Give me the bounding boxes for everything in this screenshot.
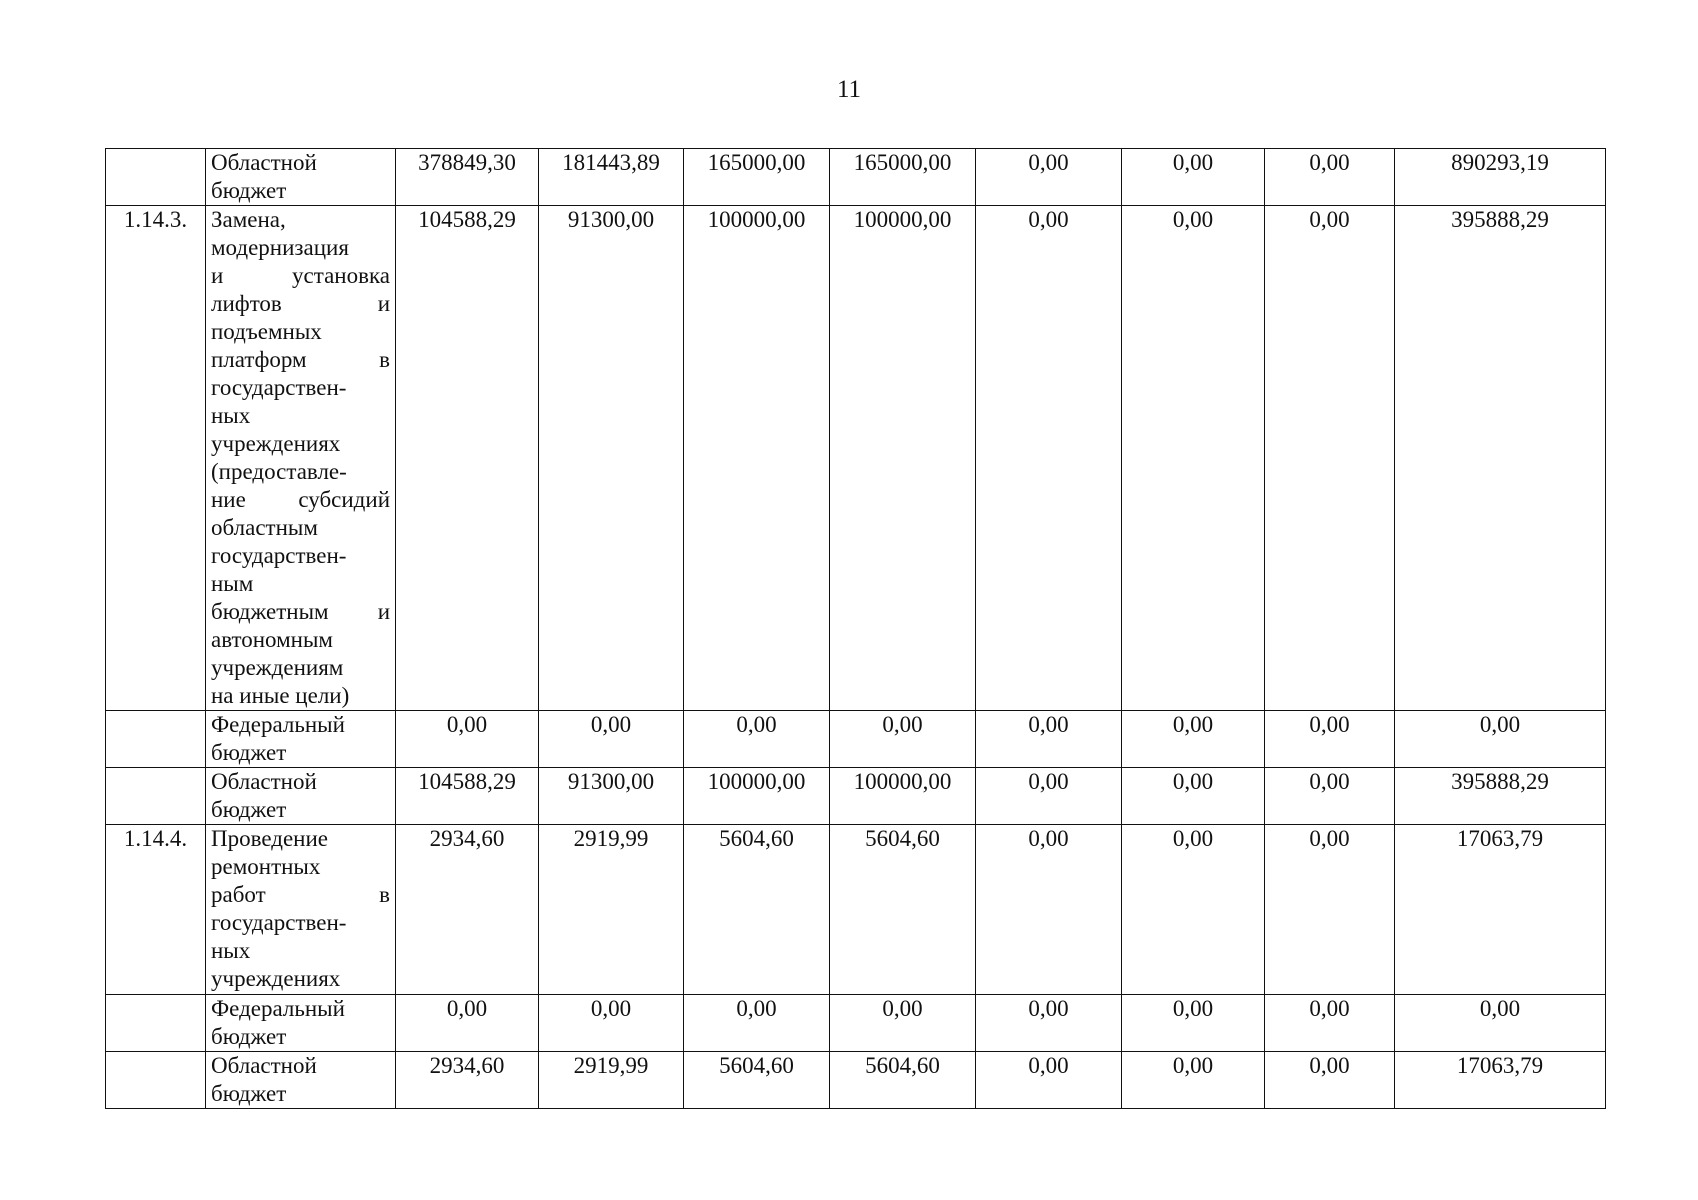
row-value: 0,00 <box>830 711 976 768</box>
table-row <box>106 206 1606 711</box>
description-line: ным <box>211 571 254 596</box>
row-value: 5604,60 <box>684 825 830 995</box>
row-value: 0,00 <box>1122 768 1265 825</box>
row-value: 0,00 <box>1122 1052 1265 1109</box>
row-description <box>206 995 396 1052</box>
row-description <box>206 825 396 995</box>
row-value: 0,00 <box>684 711 830 768</box>
row-value: 5604,60 <box>830 825 976 995</box>
row-code <box>106 711 206 768</box>
description-line: подъемных <box>211 319 322 344</box>
description-line: Областной <box>211 769 317 794</box>
description-line: модернизация <box>211 235 349 260</box>
row-value: 0,00 <box>539 711 684 768</box>
row-value: 100000,00 <box>684 206 830 711</box>
row-value: 2919,99 <box>539 825 684 995</box>
row-total: 17063,79 <box>1395 825 1606 995</box>
description-line: учреждениях <box>211 431 341 456</box>
description-line: ных <box>211 403 251 428</box>
row-value: 0,00 <box>1122 149 1265 206</box>
description-line: Областной <box>211 150 317 175</box>
description-line: Замена, <box>211 207 286 232</box>
description-line <box>211 598 390 626</box>
row-value: 165000,00 <box>684 149 830 206</box>
row-total: 890293,19 <box>1395 149 1606 206</box>
row-value: 0,00 <box>539 995 684 1052</box>
row-value: 0,00 <box>1265 149 1395 206</box>
row-value: 0,00 <box>1265 1052 1395 1109</box>
description-line <box>211 346 390 374</box>
description-line: государствен- <box>211 543 347 568</box>
description-line: Областной <box>211 1053 317 1078</box>
description-line: бюджет <box>211 797 287 822</box>
row-description <box>206 1052 396 1109</box>
row-value: 5604,60 <box>830 1052 976 1109</box>
row-description <box>206 768 396 825</box>
row-value: 100000,00 <box>830 206 976 711</box>
row-value: 104588,29 <box>396 768 539 825</box>
row-value: 5604,60 <box>684 1052 830 1109</box>
description-line <box>211 881 390 909</box>
description-line: бюджет <box>211 1024 287 1049</box>
row-total: 395888,29 <box>1395 768 1606 825</box>
row-value: 0,00 <box>1122 825 1265 995</box>
description-word: субсидий <box>298 487 390 512</box>
row-code: 1.14.4. <box>106 825 206 995</box>
table-row <box>106 768 1606 825</box>
description-line: (предоставле- <box>211 459 347 484</box>
description-word: бюджетным <box>211 599 329 624</box>
description-word: платформ <box>211 347 307 372</box>
description-word: в <box>379 347 390 372</box>
description-word: в <box>379 882 390 907</box>
row-value: 0,00 <box>976 1052 1122 1109</box>
row-total: 0,00 <box>1395 995 1606 1052</box>
description-line: государствен- <box>211 910 347 935</box>
row-code <box>106 149 206 206</box>
description-word: и <box>211 263 224 288</box>
description-line <box>211 290 390 318</box>
description-line <box>211 486 390 514</box>
row-code <box>106 995 206 1052</box>
description-line: учреждениях <box>211 966 341 991</box>
row-description <box>206 711 396 768</box>
description-word: ние <box>211 487 246 512</box>
budget-table <box>105 148 1606 1109</box>
row-description <box>206 206 396 711</box>
row-code <box>106 768 206 825</box>
row-value: 100000,00 <box>684 768 830 825</box>
row-value: 2919,99 <box>539 1052 684 1109</box>
description-line: бюджет <box>211 740 287 765</box>
row-value: 0,00 <box>1265 206 1395 711</box>
row-value: 0,00 <box>1122 711 1265 768</box>
row-value: 2934,60 <box>396 1052 539 1109</box>
row-value: 104588,29 <box>396 206 539 711</box>
description-word: и <box>377 599 390 624</box>
row-value: 0,00 <box>396 711 539 768</box>
row-value: 0,00 <box>976 768 1122 825</box>
page-number: 11 <box>836 76 862 103</box>
row-value: 0,00 <box>1265 825 1395 995</box>
description-word: установка <box>292 263 390 288</box>
row-value: 91300,00 <box>539 768 684 825</box>
row-value: 100000,00 <box>830 768 976 825</box>
description-line: ных <box>211 938 251 963</box>
description-word: лифтов <box>211 291 282 316</box>
row-code: 1.14.3. <box>106 206 206 711</box>
row-value: 0,00 <box>830 995 976 1052</box>
row-value: 165000,00 <box>830 149 976 206</box>
description-line: ремонтных <box>211 854 321 879</box>
row-value: 0,00 <box>976 149 1122 206</box>
row-description <box>206 149 396 206</box>
row-value: 0,00 <box>976 206 1122 711</box>
row-value: 2934,60 <box>396 825 539 995</box>
row-value: 0,00 <box>684 995 830 1052</box>
row-value: 0,00 <box>1265 768 1395 825</box>
description-line: Федеральный <box>211 996 345 1021</box>
table-row <box>106 995 1606 1052</box>
table-row <box>106 149 1606 206</box>
row-code <box>106 1052 206 1109</box>
description-line: автономным <box>211 627 333 652</box>
description-line: Федеральный <box>211 712 345 737</box>
row-value: 0,00 <box>396 995 539 1052</box>
row-total: 17063,79 <box>1395 1052 1606 1109</box>
description-line <box>211 262 390 290</box>
description-word: работ <box>211 882 266 907</box>
table-row <box>106 825 1606 995</box>
row-total: 395888,29 <box>1395 206 1606 711</box>
row-value: 378849,30 <box>396 149 539 206</box>
description-line: учреждениям <box>211 655 344 680</box>
description-word: и <box>377 291 390 316</box>
description-line: государствен- <box>211 375 347 400</box>
row-value: 181443,89 <box>539 149 684 206</box>
description-line: бюджет <box>211 178 287 203</box>
row-total: 0,00 <box>1395 711 1606 768</box>
table-row <box>106 711 1606 768</box>
description-line: областным <box>211 515 318 540</box>
description-line: на иные цели) <box>211 683 350 708</box>
description-line: бюджет <box>211 1081 287 1106</box>
row-value: 0,00 <box>1265 995 1395 1052</box>
table-row <box>106 1052 1606 1109</box>
row-value: 91300,00 <box>539 206 684 711</box>
row-value: 0,00 <box>976 825 1122 995</box>
row-value: 0,00 <box>976 711 1122 768</box>
row-value: 0,00 <box>976 995 1122 1052</box>
row-value: 0,00 <box>1265 711 1395 768</box>
row-value: 0,00 <box>1122 206 1265 711</box>
description-line: Проведение <box>211 826 328 851</box>
row-value: 0,00 <box>1122 995 1265 1052</box>
